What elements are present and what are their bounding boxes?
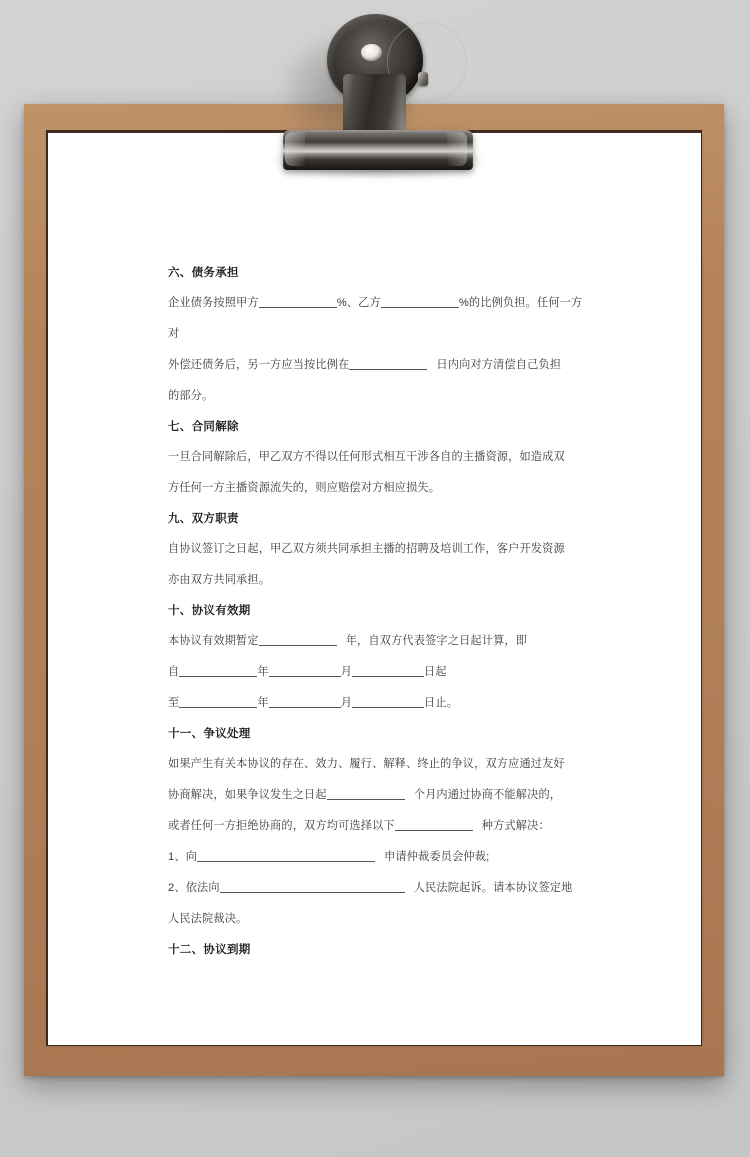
s10-line1-part1: 本协议有效期暂定 (168, 635, 259, 647)
blank-arbitration-committee[interactable] (197, 850, 375, 862)
blank-start-month[interactable] (269, 665, 341, 677)
clip-jaw-left-cap (285, 132, 305, 166)
s10-start-day-label: 日起 (424, 666, 447, 678)
clip-jaw-right-cap (447, 132, 467, 166)
blank-start-year[interactable] (179, 665, 257, 677)
s11-item1-suffix: 申请仲裁委员会仲裁; (384, 851, 490, 863)
s9-line1: 自协议签订之日起，甲乙双方须共同承担主播的招聘及培训工作，客户开发资源 (168, 543, 565, 555)
s10-end-year-label: 年 (257, 697, 269, 709)
s10-start-prefix: 自 (168, 666, 180, 678)
clipboard-board (24, 104, 724, 1076)
section-heading-6: 六、债务承担 (168, 267, 239, 279)
contract-text-body (168, 258, 593, 965)
s7-line1: 一旦合同解除后，甲乙双方不得以任何形式相互干涉各自的主播资源，如造成双 (168, 451, 565, 463)
section-heading-12: 十二、协议到期 (168, 944, 251, 956)
s11-item2-suffix: 人民法院起诉。请本协议签定地 (413, 882, 573, 894)
bulldog-clip[interactable] (275, 12, 475, 177)
s10-end-month-label: 月 (340, 697, 353, 709)
s10-start-month-label: 月 (340, 666, 353, 678)
clip-specular-highlight (361, 44, 382, 61)
section-11-paragraph (168, 749, 593, 842)
s11-item2-prefix: 2、依法向 (168, 882, 220, 894)
s10-end-prefix: 至 (168, 697, 180, 709)
s10-line1-part2: 年，自双方代表签字之日起计算，即 (345, 635, 528, 647)
s7-line2: 方任何一方主播资源流失的，则应赔偿对方相应损失。 (168, 482, 441, 494)
blank-yifang-percent[interactable] (381, 296, 459, 308)
clip-pivot-knob (418, 72, 428, 86)
blank-court-name[interactable] (220, 881, 405, 893)
blank-end-year[interactable] (179, 696, 257, 708)
s6-line1-part3: %的比例负担。任何一方对 (168, 297, 583, 340)
s6-line1-part1: 企业债务按照甲方 (168, 297, 259, 309)
section-11-item-1 (168, 842, 593, 873)
blank-validity-years[interactable] (259, 634, 337, 646)
s6-line2-part1: 外偿还债务后，另一方应当按比例在 (168, 359, 350, 371)
s11-line1: 如果产生有关本协议的存在、效力、履行、解释、终止的争议，双方应通过友好 (168, 758, 565, 770)
blank-repay-days[interactable] (349, 358, 427, 370)
blank-end-day[interactable] (352, 696, 424, 708)
s11-line2-part1: 协商解决，如果争议发生之日起 (168, 789, 327, 801)
section-7-paragraph (168, 442, 593, 504)
section-heading-9: 九、双方职责 (168, 513, 239, 525)
section-9-paragraph (168, 534, 593, 596)
section-heading-11: 十一、争议处理 (168, 728, 251, 740)
blank-start-day[interactable] (352, 665, 424, 677)
s9-line2: 亦由双方共同承担。 (168, 574, 271, 586)
s11-line4: 人民法院裁决。 (168, 913, 248, 925)
section-heading-10: 十、协议有效期 (168, 605, 251, 617)
section-10-paragraph (168, 626, 593, 719)
s11-line3-part1: 或者任何一方拒绝协商的，双方均可选择以下 (168, 820, 395, 832)
s6-line3: 的部分。 (168, 390, 214, 402)
document-paper (48, 133, 701, 1045)
s11-line2-part2: 个月内通过协商不能解决的， (413, 789, 562, 801)
blank-end-month[interactable] (269, 696, 341, 708)
section-6-paragraph (168, 288, 593, 412)
s6-line2-part2: 日内向对方清偿自己负担 (436, 359, 562, 371)
section-heading-7: 七、合同解除 (168, 421, 239, 433)
s6-line1-part2: %、乙方 (336, 297, 381, 309)
s11-line3-part2: 种方式解决： (481, 820, 550, 832)
s10-end-day-label: 日止。 (424, 697, 459, 709)
s10-start-year-label: 年 (257, 666, 269, 678)
clip-jaw-bar[interactable] (283, 130, 473, 170)
blank-resolution-count[interactable] (395, 819, 473, 831)
s11-item1-prefix: 1、向 (168, 851, 198, 863)
blank-jiafang-percent[interactable] (259, 296, 337, 308)
section-11-item-2 (168, 873, 593, 904)
blank-dispute-months[interactable] (327, 788, 405, 800)
section-11-closing-line (168, 904, 593, 935)
